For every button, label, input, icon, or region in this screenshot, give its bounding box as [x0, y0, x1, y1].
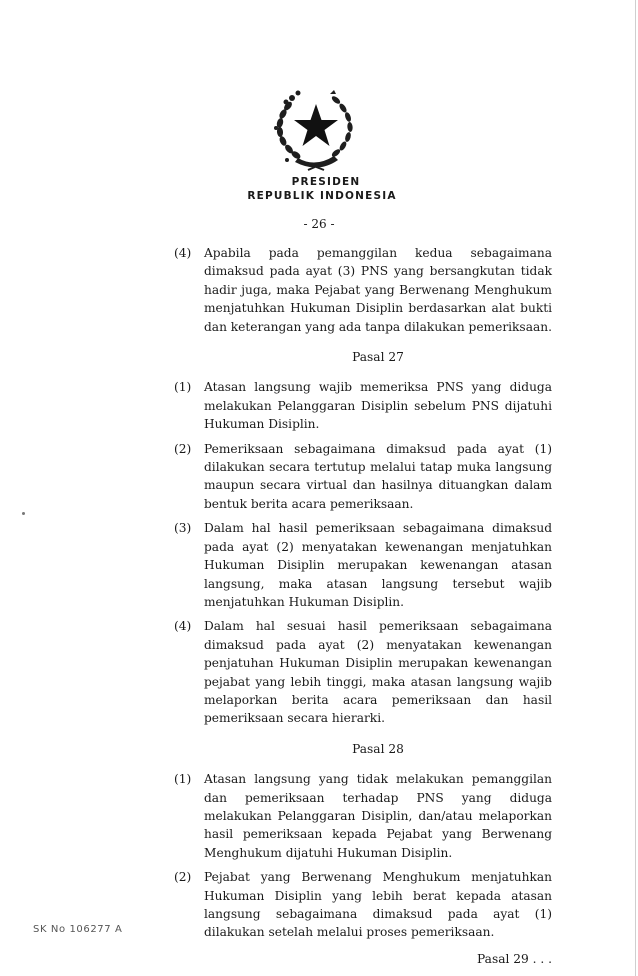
item-text: Dalam hal sesuai hasil pemeriksaan sebagaimana dimaksud pada ayat (2) menyatakan kewenangan penjatuhan Hukuman Disiplin merupakan kewenangan pejabat yang lebih tinggi, maka atasan langsung wajib melaporkan berita acara pemeriksaan dan hasil pemeriksaan secara hierarki.	[204, 619, 552, 726]
list-item	[174, 868, 552, 942]
list-item	[174, 378, 552, 433]
document-body	[174, 244, 552, 968]
item-number: (4)	[174, 619, 192, 634]
header-president: PRESIDEN	[291, 176, 361, 188]
item-number: (2)	[174, 870, 192, 885]
article-heading: Pasal 27	[352, 350, 404, 365]
item-number: (3)	[174, 521, 192, 536]
item-number: (2)	[174, 441, 192, 456]
list-item	[174, 440, 552, 514]
list-item	[174, 519, 552, 611]
article-heading: Pasal 28	[352, 741, 404, 756]
item-text: Dalam hal hasil pemeriksaan sebagaimana dimaksud pada ayat (2) menyatakan kewenangan menjatuhkan Hukuman Disiplin merupakan kewenangan atasan langsung, maka atasan langsung tersebut wajib menjatuhkan Hukuman Disiplin.	[204, 521, 552, 609]
garuda-star-emblem-icon	[270, 84, 360, 172]
item-text: Atasan langsung yang tidak melakukan pemanggilan dan pemeriksaan terhadap PNS yang diduga melakukan Pelanggaran Disiplin, dan/atau melaporkan hasil pemeriksaan kepada Pejabat yang Berwenang Menghukum dijatuhi Hukuman Disiplin.	[204, 772, 552, 860]
item-text: Apabila pada pemanggilan kedua sebagaimana dimaksud pada ayat (3) PNS yang bersangkutan tidak hadir juga, maka Pejabat yang Berwenang Menghukum menjatuhkan Hukuman Disiplin berdasarkan alat bukti dan keterangan yang ada tanpa dilakukan pemeriksaan.	[204, 246, 552, 334]
list-item	[174, 770, 552, 862]
footer-document-code: SK No 106277 A	[33, 924, 123, 935]
header-republic: REPUBLIK INDONESIA	[247, 190, 397, 202]
list-item	[174, 244, 552, 336]
list-item	[174, 617, 552, 727]
page-edge-rule	[635, 0, 636, 976]
item-number: (1)	[174, 380, 192, 395]
next-page-catchword: Pasal 29 . . .	[477, 951, 552, 966]
item-number: (4)	[174, 246, 192, 260]
page-number: - 26 -	[303, 217, 335, 231]
item-text: Atasan langsung wajib memeriksa PNS yang diduga melakukan Pelanggaran Disiplin sebelum PNS dijatuhi Hukuman Disiplin.	[204, 380, 552, 432]
scan-speck	[22, 512, 25, 515]
item-text: Pemeriksaan sebagaimana dimaksud pada ayat (1) dilakukan secara tertutup melalui tatap muka langsung maupun secara virtual dan hasilnya dituangkan dalam bentuk berita acara pemeriksaan.	[204, 441, 552, 511]
item-text: Pejabat yang Berwenang Menghukum menjatuhkan Hukuman Disiplin yang lebih berat kepada atasan langsung sebagaimana dimaksud pada ayat (1) dilakukan setelah melalui proses pemeriksaan.	[204, 870, 552, 940]
item-number: (1)	[174, 772, 192, 787]
